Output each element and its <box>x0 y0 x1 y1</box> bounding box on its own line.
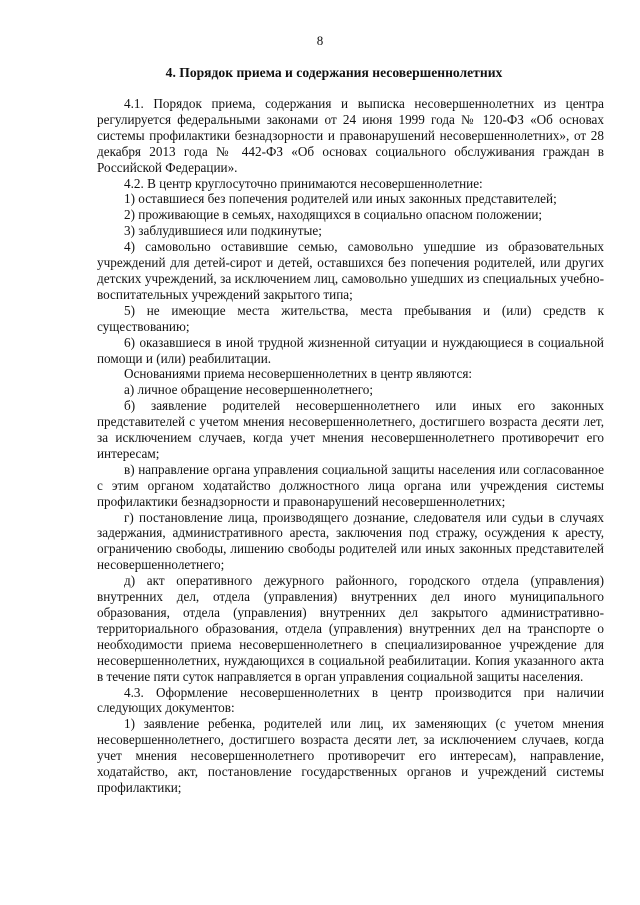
page-number: 8 <box>316 33 324 48</box>
paragraph: 2) проживающие в семьях, находящихся в социально опасном положении; <box>124 207 543 223</box>
document-body <box>97 96 604 796</box>
paragraph: Основаниями приема несовершеннолетних в центр являются: <box>124 366 473 382</box>
paragraph: б) заявление родителей несовершеннолетнего или иных его законных представителей с учетом мнения несовершеннолетнего, достигшего возраста десяти лет, за исключением случаев, когда учет мнения несовершеннолетнего противоречит его интересам; <box>97 398 604 461</box>
paragraph: 6) оказавшиеся в иной трудной жизненной ситуации и нуждающиеся в социальной помощи и (или) реабилитации. <box>97 334 604 366</box>
paragraph: 4) самовольно оставившие семью, самовольно ушедшие из образовательных учреждений для детей-сирот и детей, оставшихся без попечения родителей, или других детских учреждений, за исключением лиц, самовольно ушедших из специальных учебно-воспитательных учреждений закрытого типа; <box>97 239 604 302</box>
paragraph: 4.1. Порядок приема, содержания и выписка несовершеннолетних из центра регулируется федеральными законами от 24 июня 1999 года № 120-ФЗ «Об основах системы профилактики безнадзорности и правонарушений несовершеннолетних», от 28 декабря 2013 года № 442-ФЗ «Об основах социального обслуживания граждан в Российской Федерации». <box>97 96 604 175</box>
section-title: 4. Порядок приема и содержания несовершеннолетних <box>165 65 503 80</box>
paragraph: 4.3. Оформление несовершеннолетних в центр производится при наличии следующих документов: <box>97 684 604 716</box>
paragraph: г) постановление лица, производящего дознание, следователя или судьи в случаях задержания, административного ареста, заключения под стражу, осуждения к аресту, ограничению свободы, лишению свободы родителей или иных законных представителей несовершеннолетнего; <box>97 509 604 573</box>
paragraph: 4.2. В центр круглосуточно принимаются несовершеннолетние: <box>124 175 483 191</box>
paragraph: 1) заявление ребенка, родителей или лиц, их заменяющих (с учетом мнения несовершеннолетнего, достигшего возраста десяти лет, за исключением случаев, когда учет мнения несовершеннолетнего противоречит его интересам), направление, ходатайство, акт, постановление государственных органов и учреждений системы профилактики; <box>97 716 604 795</box>
paragraph: д) акт оперативного дежурного районного, городского отдела (управления) внутренних дел, отдела (управления) внутренних дел иного муниципального образования, отдела (управления) внутренних дел закрытого административно-территориального образования, отдела (управления) внутренних дел на транспорте о необходимости приема несовершеннолетнего в специализированное учреждение для несовершеннолетних, нуждающихся в социальной реабилитации. Копия указанного акта в течение пяти суток направляется в орган управления социальной защиты населения. <box>97 573 604 684</box>
paragraph: 3) заблудившиеся или подкинутые; <box>124 223 322 239</box>
paragraph: 5) не имеющие места жительства, места пребывания и (или) средств к существованию; <box>97 302 604 334</box>
paragraph: 1) оставшиеся без попечения родителей или иных законных представителей; <box>124 191 557 207</box>
paragraph: а) личное обращение несовершеннолетнего; <box>124 382 374 398</box>
paragraph: в) направление органа управления социальной защиты населения или согласованное с этим органом ходатайство должностного лица органа или учреждения системы профилактики безнадзорности и правонарушений несовершеннолетних; <box>97 461 604 509</box>
